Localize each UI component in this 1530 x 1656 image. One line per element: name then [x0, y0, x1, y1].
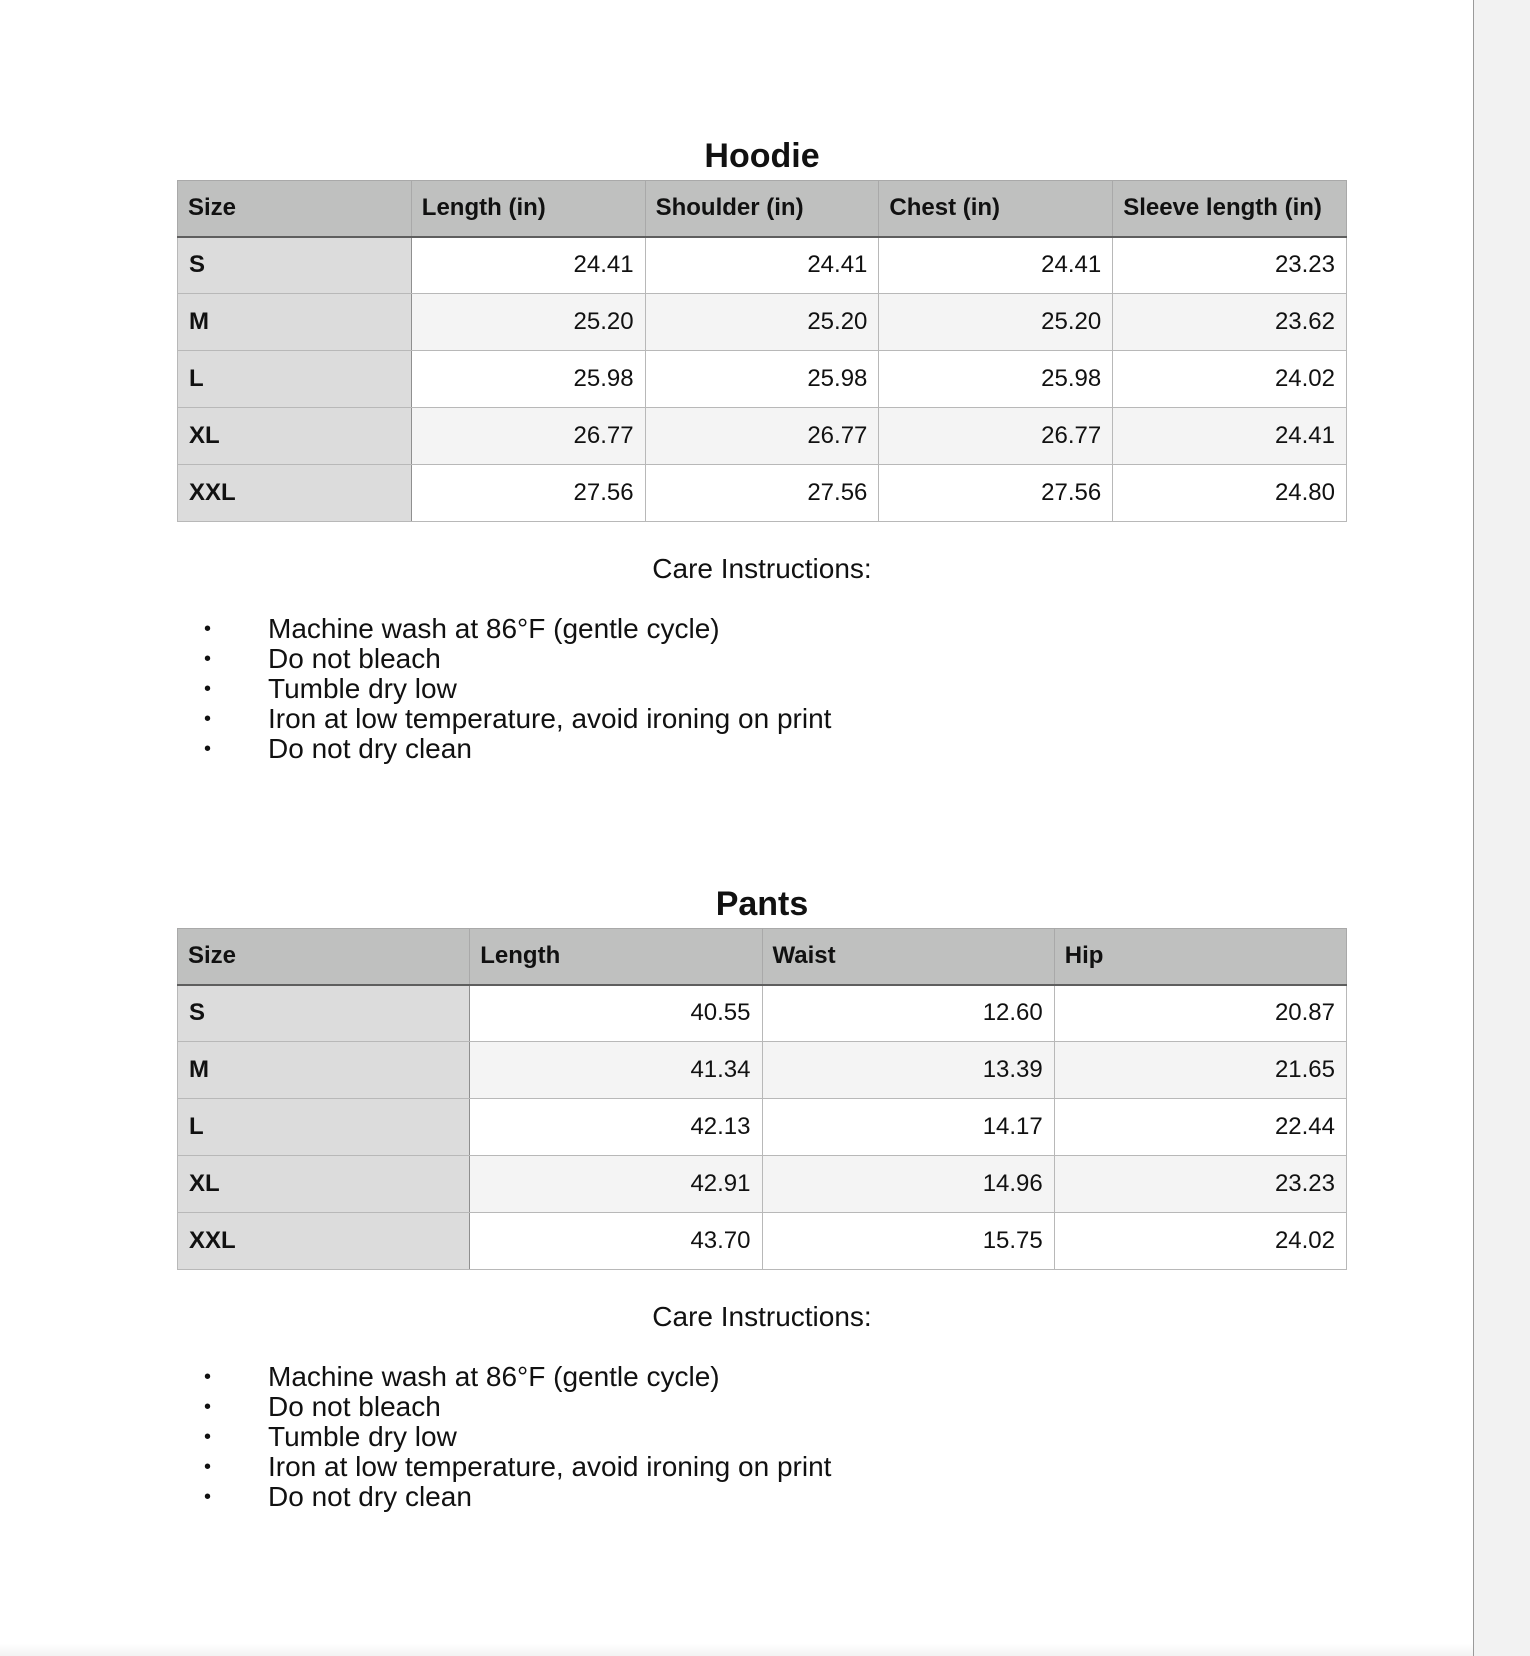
pants-size-table — [177, 928, 1347, 1270]
table-cell: 26.77 — [645, 408, 879, 465]
pants-section — [177, 880, 1347, 1512]
table-cell: 43.70 — [470, 1213, 762, 1270]
bullet-icon: • — [204, 1456, 212, 1478]
header-shoulder: Shoulder (in) — [645, 181, 879, 237]
size-cell: XXL — [178, 1213, 470, 1270]
table-cell: 25.20 — [411, 294, 645, 351]
header-chest: Chest (in) — [879, 181, 1113, 237]
header-length: Length — [470, 929, 762, 985]
table-cell: 24.41 — [1113, 408, 1347, 465]
table-cell: 25.98 — [645, 351, 879, 408]
care-instructions-heading: Care Instructions: — [652, 553, 872, 584]
table-cell: 27.56 — [645, 465, 879, 522]
table-cell: 24.80 — [1113, 465, 1347, 522]
bullet-icon: • — [204, 1366, 212, 1388]
table-row — [178, 294, 1347, 351]
list-item — [177, 1362, 1347, 1392]
size-cell: XXL — [178, 465, 412, 522]
table-cell: 22.44 — [1054, 1099, 1346, 1156]
page-bottom-shade — [0, 1644, 1473, 1656]
table-cell: 42.91 — [470, 1156, 762, 1213]
table-cell: 26.77 — [411, 408, 645, 465]
bullet-icon: • — [204, 1426, 212, 1448]
list-item — [177, 704, 1347, 734]
pants-title: Pants — [715, 885, 809, 923]
table-cell: 24.41 — [879, 237, 1113, 294]
size-cell: L — [178, 1099, 470, 1156]
care-item-text: Machine wash at 86°F (gentle cycle) — [268, 613, 720, 644]
header-size: Size — [178, 181, 412, 237]
page-edge — [1473, 0, 1530, 1656]
table-cell: 15.75 — [762, 1213, 1054, 1270]
bullet-icon: • — [204, 738, 212, 760]
table-row — [178, 1099, 1347, 1156]
bullet-icon: • — [204, 1396, 212, 1418]
bullet-icon: • — [204, 678, 212, 700]
table-cell: 14.96 — [762, 1156, 1054, 1213]
table-cell: 23.23 — [1054, 1156, 1346, 1213]
table-row — [178, 408, 1347, 465]
list-item — [177, 1392, 1347, 1422]
list-item — [177, 644, 1347, 674]
table-cell: 24.02 — [1054, 1213, 1346, 1270]
care-item-text: Tumble dry low — [268, 673, 457, 704]
table-cell: 26.77 — [879, 408, 1113, 465]
table-row — [178, 351, 1347, 408]
care-item-text: Iron at low temperature, avoid ironing on print — [268, 703, 832, 734]
table-cell: 24.41 — [411, 237, 645, 294]
table-cell: 25.20 — [645, 294, 879, 351]
table-cell: 41.34 — [470, 1042, 762, 1099]
table-header-row — [178, 181, 1347, 237]
list-item — [177, 1422, 1347, 1452]
care-item-text: Machine wash at 86°F (gentle cycle) — [268, 1361, 720, 1392]
care-item-text: Do not dry clean — [268, 1481, 472, 1512]
list-item — [177, 1482, 1347, 1512]
bullet-icon: • — [204, 648, 212, 670]
size-cell: S — [178, 237, 412, 294]
hoodie-title: Hoodie — [704, 137, 820, 175]
care-item-text: Tumble dry low — [268, 1421, 457, 1452]
table-row — [178, 985, 1347, 1042]
table-cell: 21.65 — [1054, 1042, 1346, 1099]
table-cell: 40.55 — [470, 985, 762, 1042]
hoodie-section — [177, 132, 1347, 764]
table-cell: 27.56 — [879, 465, 1113, 522]
size-cell: M — [178, 1042, 470, 1099]
care-item-text: Do not bleach — [268, 1391, 441, 1422]
table-cell: 24.02 — [1113, 351, 1347, 408]
table-row — [178, 465, 1347, 522]
header-hip: Hip — [1054, 929, 1346, 985]
size-cell: XL — [178, 408, 412, 465]
table-cell: 42.13 — [470, 1099, 762, 1156]
size-cell: M — [178, 294, 412, 351]
header-waist: Waist — [762, 929, 1054, 985]
list-item — [177, 614, 1347, 644]
table-cell: 14.17 — [762, 1099, 1054, 1156]
table-cell: 20.87 — [1054, 985, 1346, 1042]
size-cell: XL — [178, 1156, 470, 1213]
table-cell: 25.20 — [879, 294, 1113, 351]
bullet-icon: • — [204, 1486, 212, 1508]
care-item-text: Do not bleach — [268, 643, 441, 674]
list-item — [177, 674, 1347, 704]
list-item — [177, 1452, 1347, 1482]
bullet-icon: • — [204, 708, 212, 730]
hoodie-size-table — [177, 180, 1347, 522]
size-cell: S — [178, 985, 470, 1042]
care-instructions-list — [177, 1362, 1347, 1512]
list-item — [177, 734, 1347, 764]
table-cell: 13.39 — [762, 1042, 1054, 1099]
table-cell: 12.60 — [762, 985, 1054, 1042]
table-row — [178, 237, 1347, 294]
header-size: Size — [178, 929, 470, 985]
table-header-row — [178, 929, 1347, 985]
header-length: Length (in) — [411, 181, 645, 237]
bullet-icon: • — [204, 618, 212, 640]
table-cell: 27.56 — [411, 465, 645, 522]
care-item-text: Iron at low temperature, avoid ironing on print — [268, 1451, 832, 1482]
care-item-text: Do not dry clean — [268, 733, 472, 764]
table-cell: 23.62 — [1113, 294, 1347, 351]
header-sleeve-length: Sleeve length (in) — [1113, 181, 1347, 237]
care-instructions-list — [177, 614, 1347, 764]
table-cell: 23.23 — [1113, 237, 1347, 294]
table-row — [178, 1213, 1347, 1270]
table-row — [178, 1042, 1347, 1099]
size-cell: L — [178, 351, 412, 408]
table-cell: 24.41 — [645, 237, 879, 294]
table-row — [178, 1156, 1347, 1213]
table-cell: 25.98 — [411, 351, 645, 408]
table-cell: 25.98 — [879, 351, 1113, 408]
care-instructions-heading: Care Instructions: — [652, 1301, 872, 1332]
